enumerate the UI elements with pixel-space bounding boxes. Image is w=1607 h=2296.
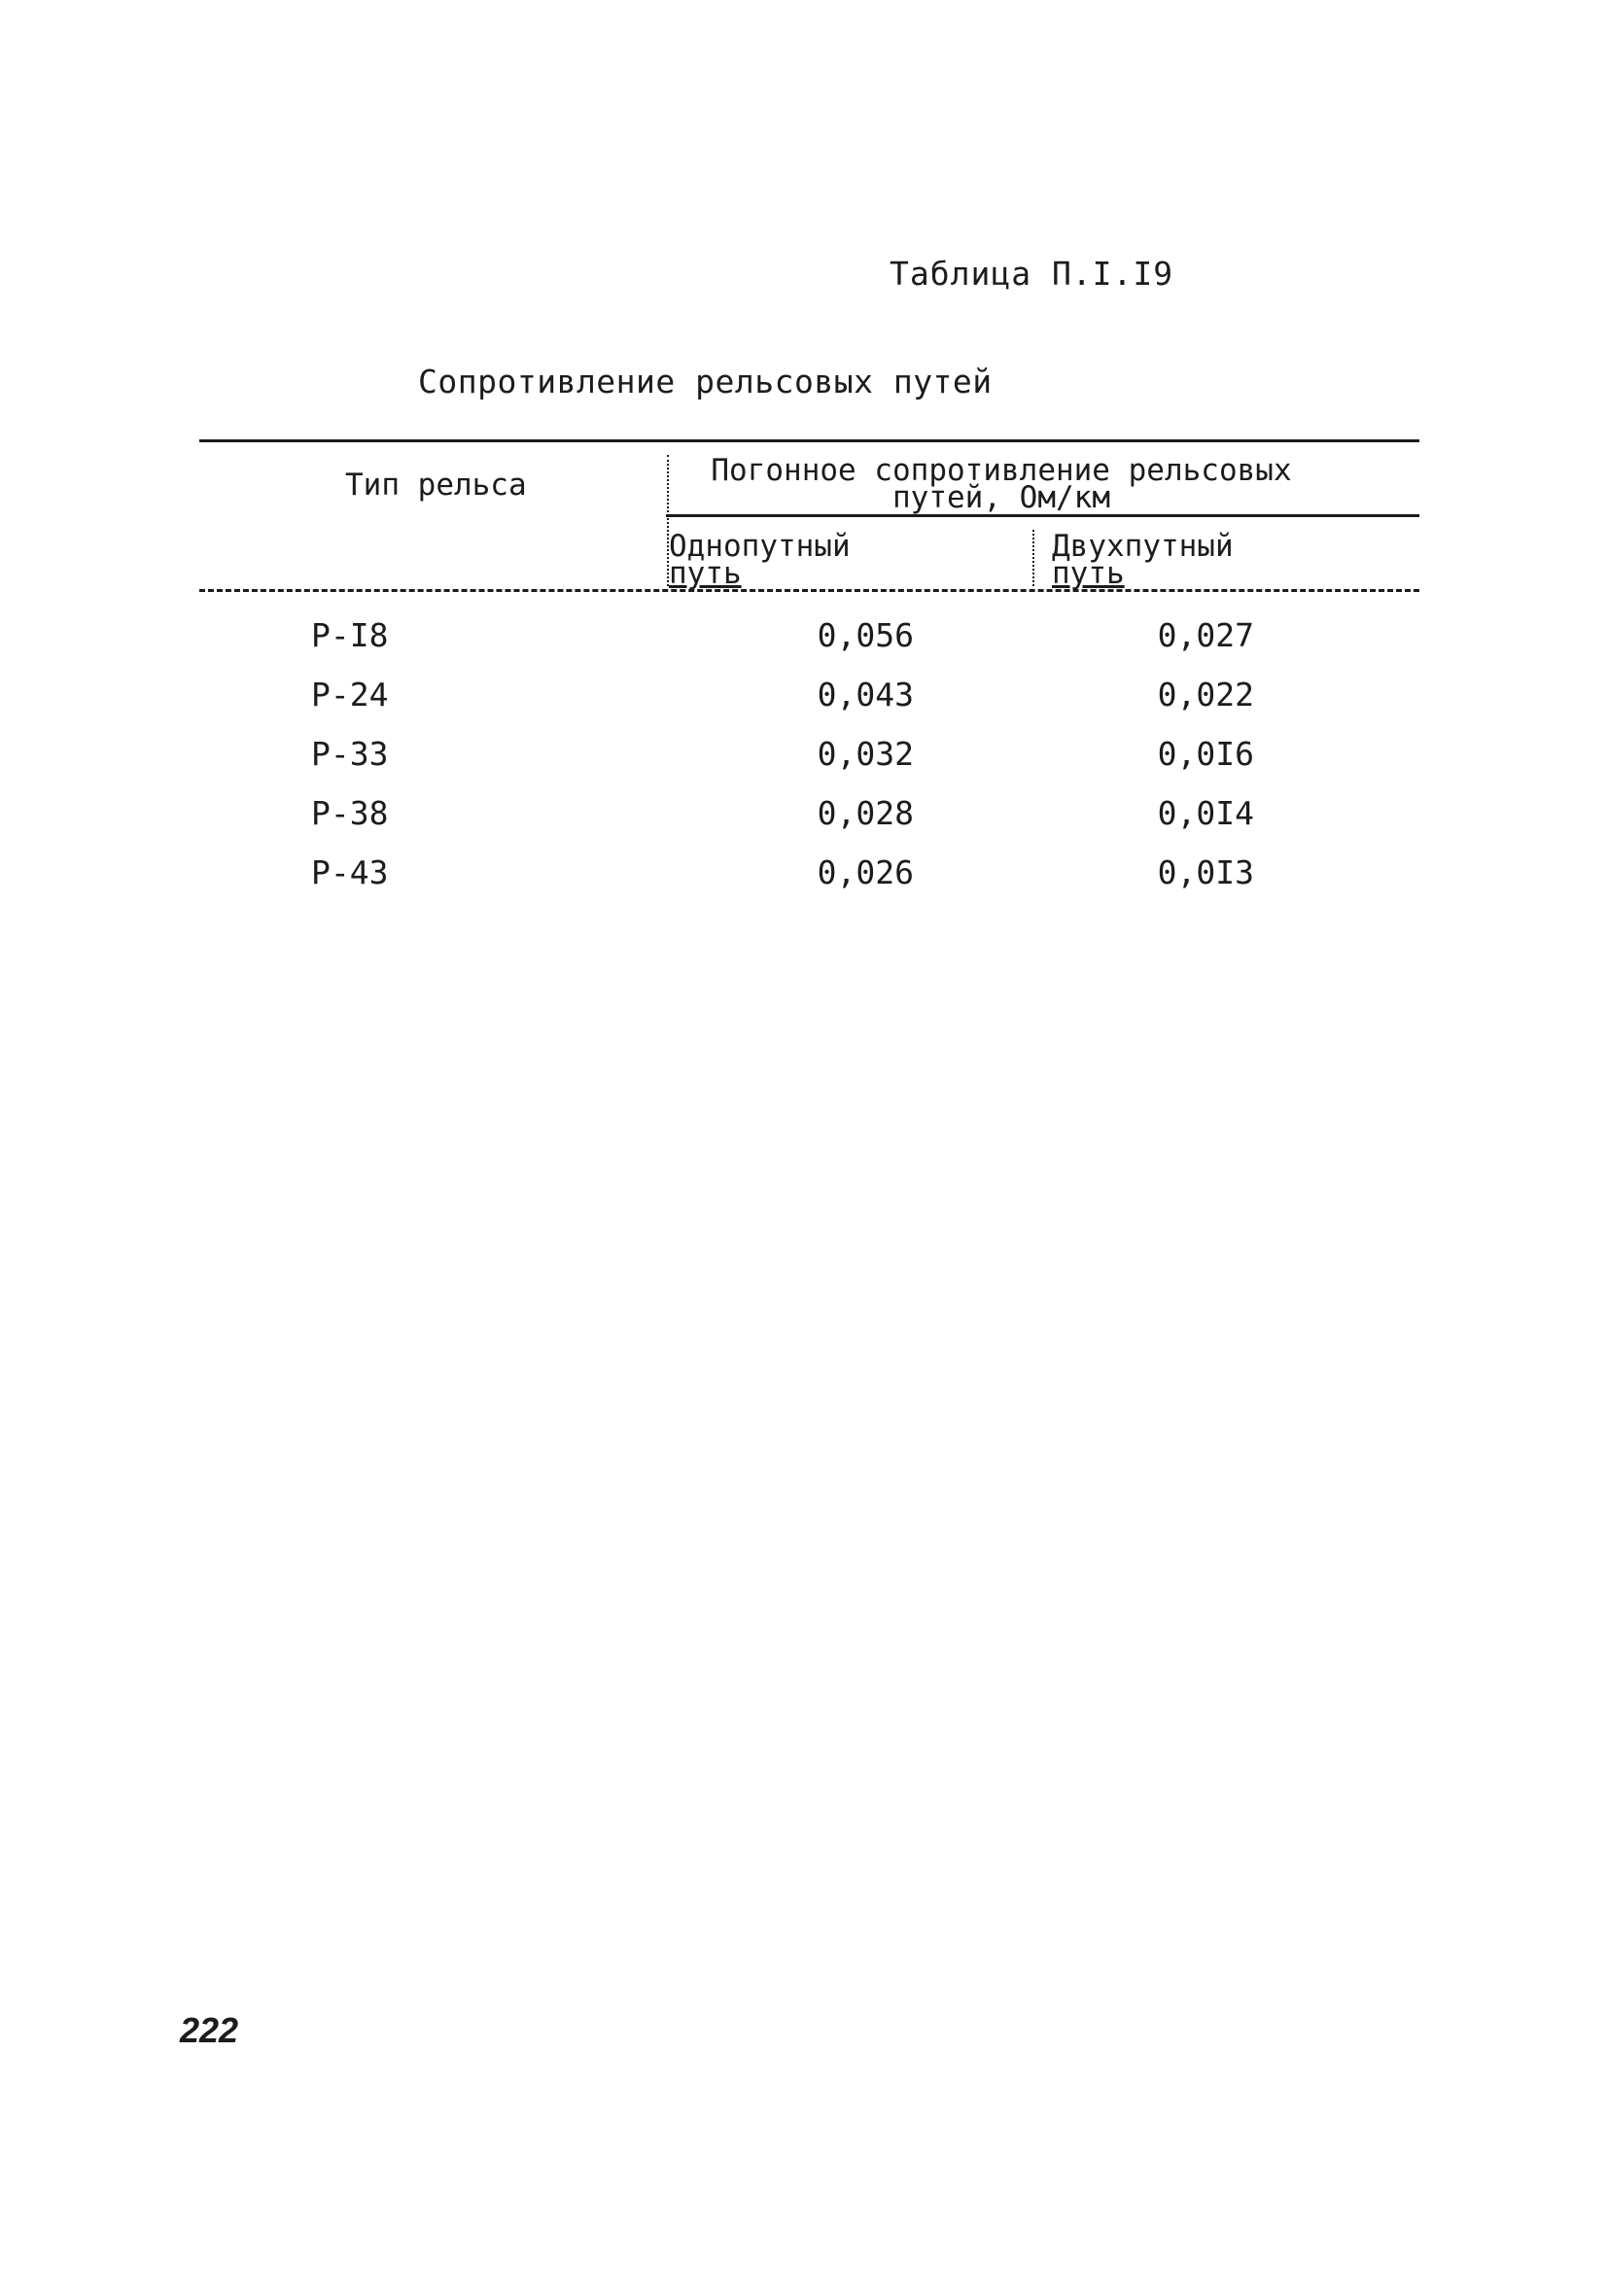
cell-double-value: 0,0I3	[1157, 853, 1254, 891]
cell-single-value: 0,028	[817, 794, 914, 832]
cell-single-value: 0,026	[817, 853, 914, 891]
header-double-track	[1052, 529, 1344, 591]
header-double-line2: путь	[1052, 556, 1125, 591]
table-top-rule	[199, 439, 1419, 442]
cell-single-value: 0,032	[817, 735, 914, 773]
cell-double-value: 0,0I4	[1157, 794, 1254, 832]
header-double-line1: Двухпутный	[1052, 529, 1234, 564]
cell-rail-type: Р-38	[311, 794, 389, 832]
table-title: Сопротивление рельсовых путей	[418, 363, 993, 400]
cell-rail-type: Р-I8	[311, 616, 389, 654]
cell-rail-type: Р-33	[311, 735, 389, 773]
header-single-line2: путь	[669, 556, 742, 591]
header-bottom-rule	[199, 589, 1419, 592]
table-row	[0, 729, 1607, 788]
header-single-track	[669, 529, 931, 591]
cell-rail-type: Р-24	[311, 676, 389, 713]
table-row	[0, 848, 1607, 907]
cell-double-value: 0,0I6	[1157, 735, 1254, 773]
table-label: Таблица П.I.I9	[890, 255, 1174, 293]
header-resistance-group	[690, 453, 1312, 515]
cell-rail-type: Р-43	[311, 853, 389, 891]
cell-single-value: 0,043	[817, 676, 914, 713]
table-body	[0, 610, 1607, 907]
header-separator-right	[1032, 530, 1034, 586]
cell-double-value: 0,022	[1157, 676, 1254, 713]
table-row	[0, 788, 1607, 848]
page-number: 222	[180, 2010, 239, 2050]
header-rail-type: Тип рельса	[345, 468, 527, 503]
table-row	[0, 670, 1607, 729]
cell-single-value: 0,056	[817, 616, 914, 654]
header-group-line2: путей, Ом/км	[892, 480, 1110, 515]
table-row	[0, 610, 1607, 670]
header-single-line1: Однопутный	[669, 529, 851, 564]
cell-double-value: 0,027	[1157, 616, 1254, 654]
header-group-line1: Погонное сопротивление рельсовых	[711, 453, 1292, 488]
